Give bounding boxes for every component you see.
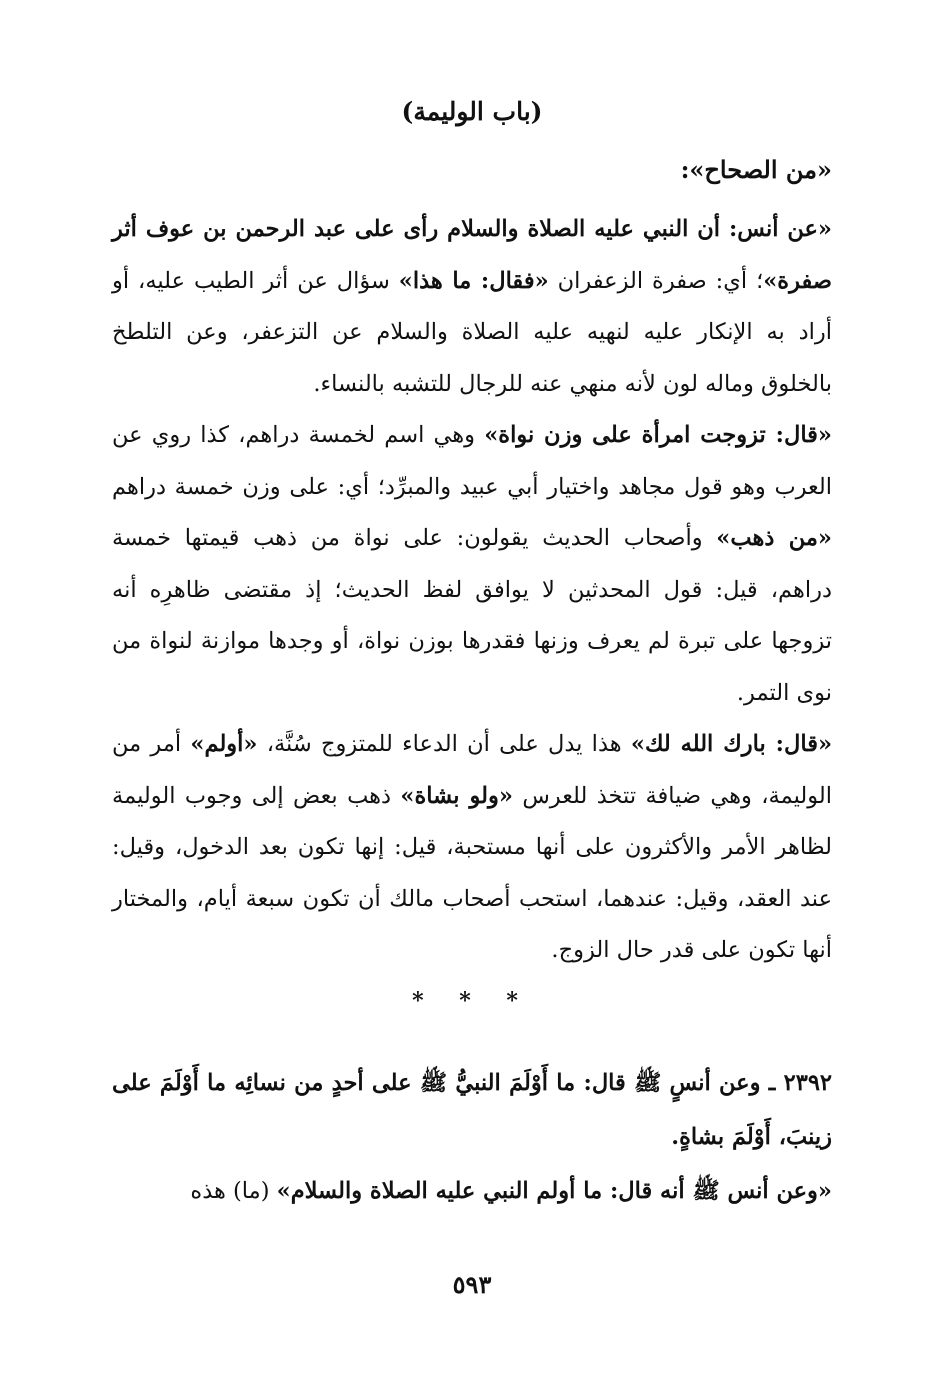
commentary-text: سؤال عن أثر الطيب عليه، أو أراد به الإنكار عليه لنهيه عليه الصلاة والسلام عن التزعفر، وعن التلطخ بالخلوق وماله لون لأنه منهي عنه للرجال للتشبه بالنساء. [112, 267, 832, 397]
paragraph-anas-saffron [112, 204, 832, 410]
hadith-quote: «وعن أنس ﷺ أنه قال: ما أولم النبي عليه الصلاة والسلام» [276, 1178, 832, 1204]
chapter-title: (باب الوليمة) [401, 97, 543, 126]
hadith-quote: «ولو بشاة» [400, 782, 513, 809]
section-label: «من الصحاح»: [680, 155, 832, 184]
hadith-quote: «أولم» [190, 731, 258, 757]
commentary-text: (ما) هذه [190, 1178, 277, 1204]
hadith-quote: «قال: بارك الله لك» [630, 731, 833, 757]
hadith-quote: «من ذهب» [716, 525, 832, 551]
paragraph-nawat-weight [112, 410, 832, 719]
commentary-text: هذا يدل على أن الدعاء للمتزوج سُنَّة، [257, 731, 631, 757]
commentary-text: ؛ أي: صفرة الزعفران [548, 267, 764, 294]
commentary-text: أمر من الوليمة، وهي ضيافة تتخذ للعرس [112, 731, 832, 809]
commentary-text: ذهب بعض إلى وجوب الوليمة لظاهر الأمر والأكثرون على أنها مستحبة، قيل: إنها تكون بعد الدخول، وقيل: عند العقد، وقيل: عندهما، استحب أصحاب مالك أن تكون سبعة أيام، والمختار أنها تكون على قدر حال الزوج. [112, 782, 832, 963]
section-divider-stars: * * * [412, 988, 532, 1014]
paragraph-anas-walima [112, 1166, 832, 1218]
commentary-text: وأصحاب الحديث يقولون: على نواة من ذهب قيمتها خمسة دراهم، قيل: قول المحدثين لا يوافق لفظ الحديث؛ إذ مقتضى ظاهرِه أنه تزوجها على تبرة لم يعرف وزنها فقدرها بوزن نواة، أو وجدها موازنة لنواة من نوى التمر. [112, 525, 832, 706]
hadith-2392: ٢٣٩٢ ـ وعن أنسٍ ﷺ قال: ما أَوْلَمَ النبيُّ ﷺ على أحدٍ من نسائِه ما أَوْلَمَ على زينبَ، أَوْلَمَ بشاةٍ. [112, 1070, 832, 1150]
paragraph-walima-sunnah [112, 719, 832, 977]
hadith-quote: «قال: تزوجت امرأة على وزن نواة» [484, 422, 832, 448]
hadith-quote: «عن أنس: أن النبي عليه الصلاة والسلام رأى على عبد الرحمن بن عوف أثر صفرة» [112, 216, 832, 294]
commentary-text: وهي اسم لخمسة دراهم، كذا روي عن العرب وهو قول مجاهد واختيار أبي عبيد والمبرِّد؛ أي: على وزن خمسة دراهم [112, 422, 832, 500]
hadith-quote: «فقال: ما هذا» [398, 267, 549, 294]
page-number: ٥٩٣ [452, 1270, 492, 1299]
